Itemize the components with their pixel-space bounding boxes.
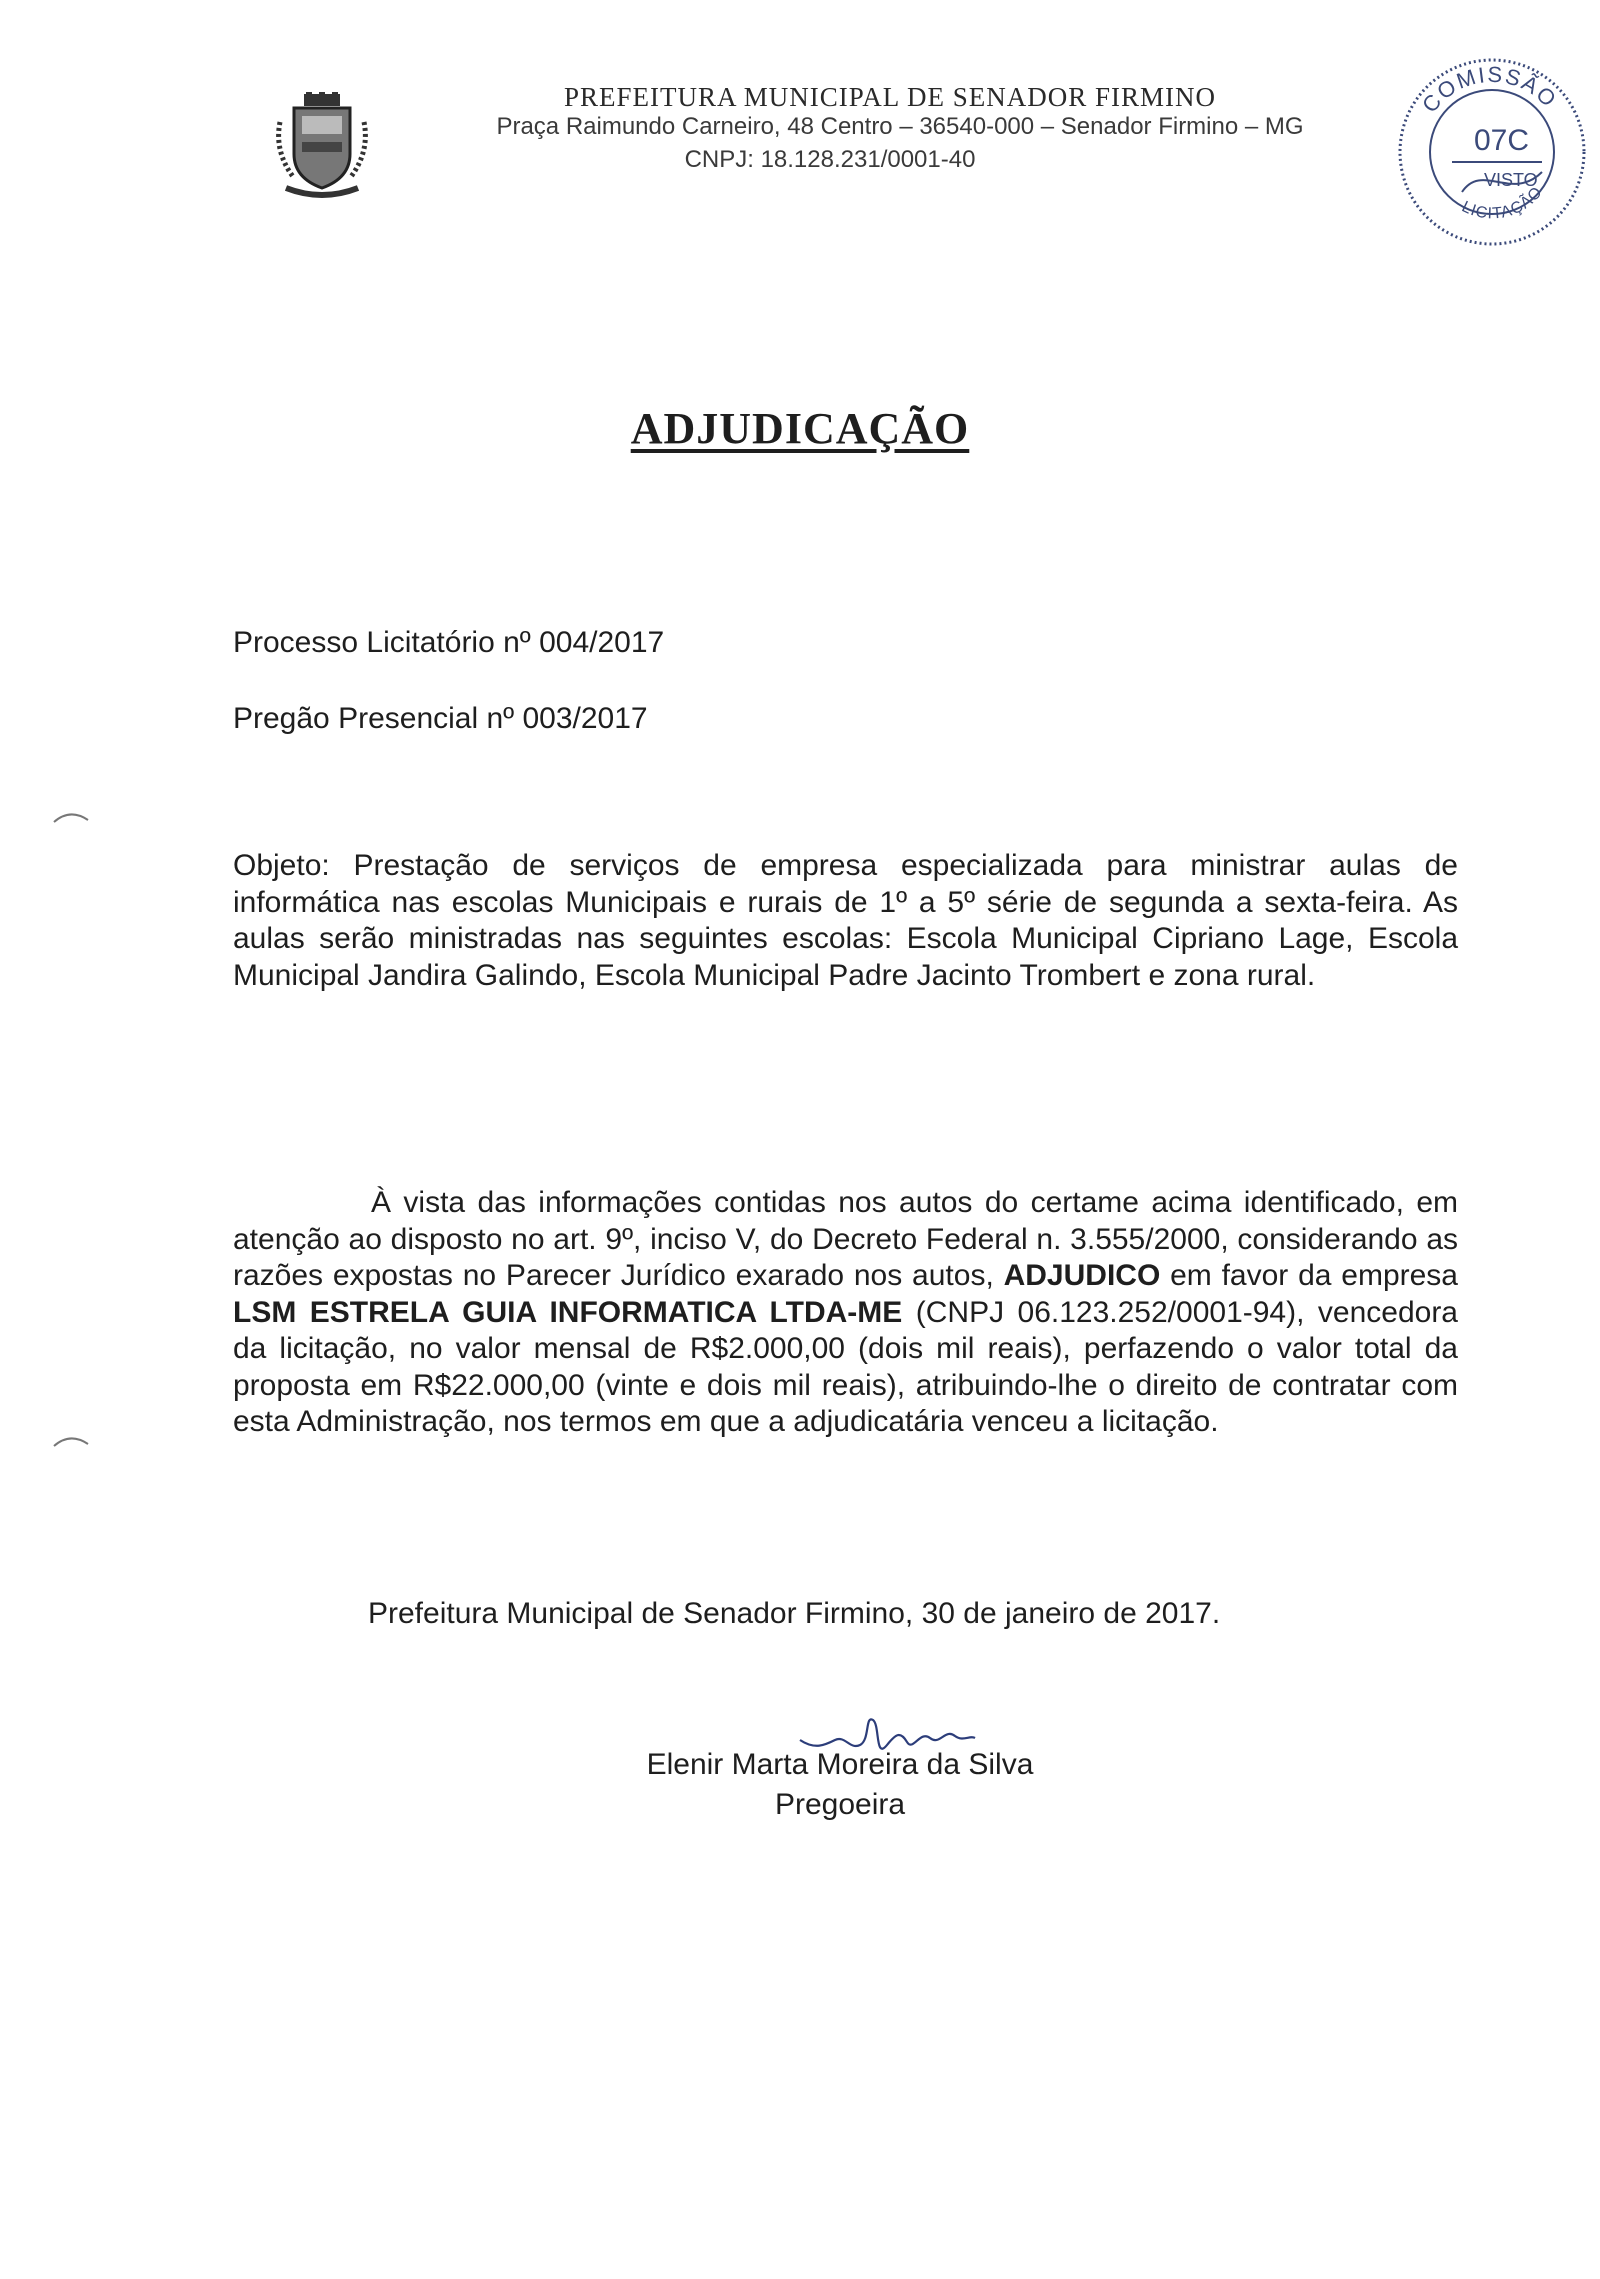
stamp-text-top: COMISSÃO xyxy=(1417,61,1563,118)
company-name: LSM ESTRELA GUIA INFORMATICA LTDA-ME xyxy=(233,1295,903,1329)
commission-stamp xyxy=(1392,52,1592,252)
body-mid: em favor da empresa xyxy=(1160,1259,1458,1292)
adjudico-keyword: ADJUDICO xyxy=(1003,1259,1161,1292)
adjudication-paragraph xyxy=(233,1185,1458,1441)
pregao-number: Pregão Presencial nº 003/2017 xyxy=(233,702,648,735)
municipality-name: PREFEITURA MUNICIPAL DE SENADOR FIRMINO xyxy=(563,82,1217,112)
municipality-cnpj: CNPJ: 18.128.231/0001-40 xyxy=(684,146,976,173)
signer-name: Elenir Marta Moreira da Silva xyxy=(646,1748,1034,1781)
stamp-text-bottom: LICITAÇÃO xyxy=(1459,183,1547,223)
stamp-number: 07C xyxy=(1474,124,1530,157)
stamp-visto: VISTO xyxy=(1484,170,1538,190)
punch-mark xyxy=(52,808,92,824)
signer-role: Pregoeira xyxy=(774,1788,906,1821)
body-intro: À vista das informações contidas nos autos do certame acima identificado, em atenção ao disposto no art. 9º, inciso V, do Decreto Federal n. 3.555/2000, considerando as razões expostas no Parecer Jurídico exarado nos autos, xyxy=(233,1186,1458,1292)
municipality-address: Praça Raimundo Carneiro, 48 Centro – 36540-000 – Senador Firmino – MG xyxy=(496,113,1304,140)
document-title: ADJUDICAÇÃO xyxy=(630,404,970,453)
punch-mark xyxy=(52,1432,92,1448)
objeto-paragraph: Objeto: Prestação de serviços de empresa especializada para ministrar aulas de informática nas escolas Municipais e rurais de 1º a 5º série de segunda a sexta-feira. As aulas serão ministradas nas seguintes escolas: Escola Municipal Cipriano Lage, Escola Municipal Jandira Galindo, Escola Municipal Padre Jacinto Trombert e zona rural. xyxy=(233,849,1458,992)
body-rest: (CNPJ 06.123.252/0001-94), vencedora da licitação, no valor mensal de R$2.000,00 (dois mil reais), perfazendo o valor total da proposta em R$22.000,00 (vinte e dois mil reais), atribuindo-lhe o direito de contratar com esta Administração, nos termos em que a adjudicatária venceu a licitação. xyxy=(233,1295,1458,1438)
processo-number: Processo Licitatório nº 004/2017 xyxy=(233,626,665,659)
place-date: Prefeitura Municipal de Senador Firmino, 30 de janeiro de 2017. xyxy=(368,1597,1221,1630)
municipal-crest-icon xyxy=(272,92,372,202)
